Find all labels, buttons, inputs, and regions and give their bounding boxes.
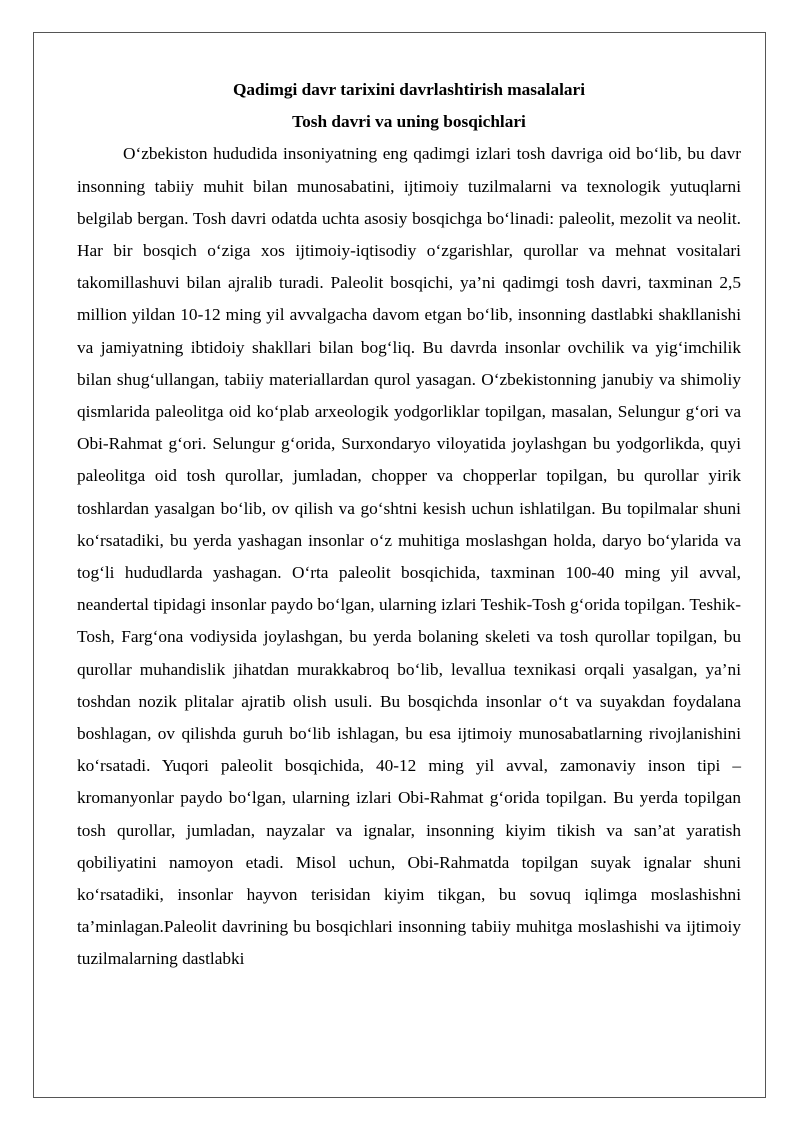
document-title: Qadimgi davr tarixini davrlashtirish masalalari: [232, 80, 586, 99]
document-body: [77, 74, 741, 976]
body-paragraph: O‘zbekiston hududida insoniyatning eng qadimgi izlari tosh davriga oid bo‘lib, bu davr insonning tabiiy muhit bilan munosabatini, ijtimoiy tuzilmalarni va texnologik yutuqlarni belgilab bergan. Tosh davri odatda uchta asosiy bosqichga bo‘linadi: paleolit, mezolit va neolit. Har bir bosqich o‘ziga xos ijtimoiy-iqtisodiy o‘zgarishlar, qurollar va mehnat vositalari takomillashuvi bilan ajralib turadi. Paleolit bosqichi, ya’ni qadimgi tosh davri, taxminan 2,5 million yildan 10-12 ming yil avvalgacha davom etgan bo‘lib, insonning dastlabki shakllanishi va jamiyatning ibtidoiy shakllari bilan bog‘liq. Bu davrda insonlar ovchilik va yig‘imchilik bilan shug‘ullangan, tabiiy materiallardan qurol yasagan. O‘zbekistonning janubiy va shimoliy qismlarida paleolitga oid ko‘plab arxeologik yodgorliklar topilgan, masalan, Selungur g‘ori va Obi-Rahmat g‘ori. Selungur g‘orida, Surxondaryo viloyatida joylashgan bu yodgorlikda, quyi paleolitga oid tosh qurollar, jumladan, chopper va chopperlar topilgan, bu qurollar yirik toshlardan yasalgan bo‘lib, ov qilish va go‘shtni kesish uchun ishlatilgan. Bu topilmalar shuni ko‘rsatadiki, bu yerda yashagan insonlar o‘z muhitiga moslashgan holda, daryo bo‘ylarida va tog‘li hududlarda yashagan. O‘rta paleolit bosqichida, taxminan 100-40 ming yil avval, neandertal tipidagi insonlar paydo bo‘lgan, ularning izlari Teshik-Tosh g‘orida topilgan. Teshik-Tosh, Farg‘ona vodiysida joylashgan, bu yerda bolaning skeleti va tosh qurollar topilgan, bu qurollar muhandislik jihatdan murakkabroq bo‘lib, levallua texnikasi orqali yasalgan, ya’ni toshdan nozik plitalar ajratib olish usuli. Bu bosqichda insonlar o‘t va suyakdan foydalana boshlagan, ov qilishda guruh bo‘lib ishlagan, bu esa ijtimoiy munosabatlarning rivojlanishini ko‘rsatadi. Yuqori paleolit bosqichida, 40-12 ming yil avval, zamonaviy inson tipi – kromanyonlar paydo bo‘lgan, ularning izlari Obi-Rahmat g‘orida topilgan. Bu yerda topilgan tosh qurollar, jumladan, nayzalar va ignalar, insonning kiyim tikish va san’at yaratish qobiliyatini namoyon etadi. Misol uchun, Obi-Rahmatda topilgan suyak ignalar shuni ko‘rsatadiki, insonlar hayvon terisidan kiyim tikgan, bu sovuq iqlimga moslashishni ta’minlagan.Paleolit davrining bu bosqichlari insonning tabiiy muhitga moslashishi va ijtimoiy tuzilmalarning dastlabki: [77, 144, 741, 969]
document-subtitle: Tosh davri va uning bosqichlari: [292, 112, 526, 132]
